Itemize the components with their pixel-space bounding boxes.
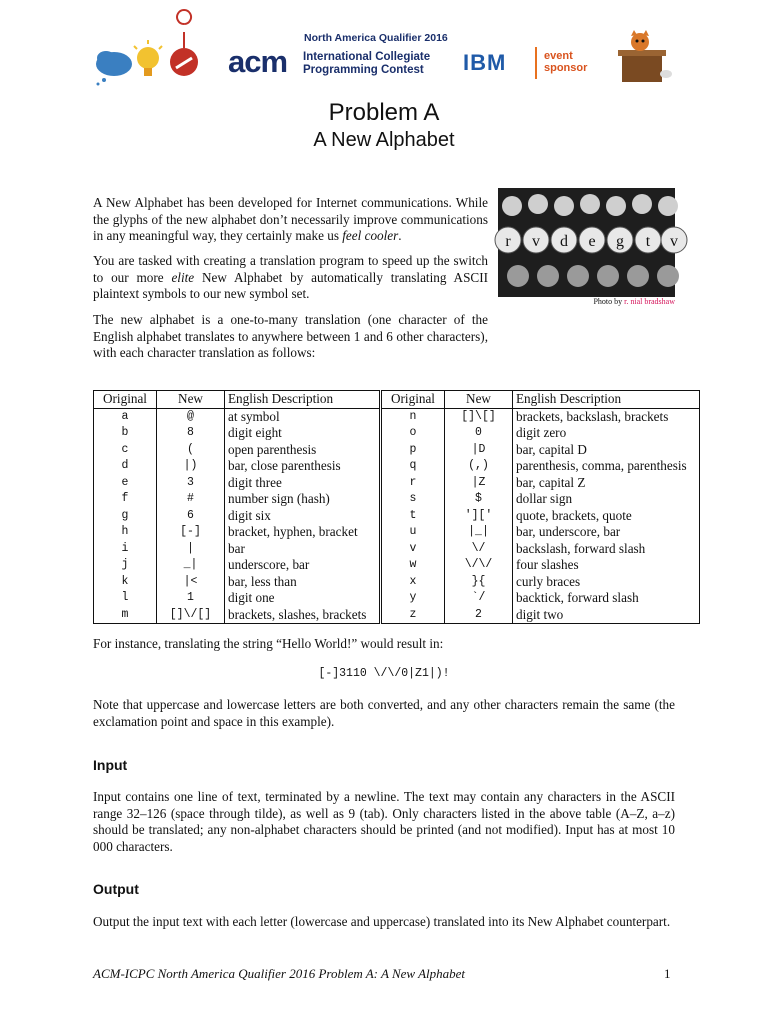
event-sponsor-label xyxy=(544,50,587,74)
cell-description: digit eight xyxy=(228,425,282,440)
table-row xyxy=(94,590,700,607)
cell-original-2: n xyxy=(381,408,445,425)
cell-description: digit six xyxy=(228,507,271,523)
table-row xyxy=(94,425,700,442)
photo-credit-link[interactable]: r. nial bradshaw xyxy=(624,297,675,306)
cell-description-2: digit two xyxy=(516,606,564,622)
cell-new: 1 xyxy=(157,590,225,607)
cell-description: digit three xyxy=(228,474,282,490)
cell-new-2: \/ xyxy=(445,541,513,558)
intro-paragraph-1: A New Alphabet has been developed for Internet communications. While the glyphs of the new alphabet don’t necessarily improve communications in any meaningful way, they certainly make us feel cooler. xyxy=(93,195,488,243)
page-number: 1 xyxy=(664,966,671,981)
cell-new: ( xyxy=(157,442,225,459)
output-paragraph: Output the input text with each letter (lowercase and uppercase) translated into its New Alphabet counterpart. xyxy=(93,914,671,929)
table-row xyxy=(94,524,700,541)
cell-original-2: q xyxy=(381,458,445,475)
problem-subtitle: A New Alphabet xyxy=(313,129,455,151)
cell-original: c xyxy=(94,442,157,459)
cell-original-2: p xyxy=(381,442,445,459)
qualifier-label: North America Qualifier 2016 xyxy=(304,32,448,44)
note-paragraph: Note that uppercase and lowercase letters are both converted, and any other characters remain the same (the exclamation point and space in this example). xyxy=(93,697,675,729)
cell-new: _| xyxy=(157,557,225,574)
table-header-row xyxy=(94,391,700,409)
cell-new: |) xyxy=(157,458,225,475)
cell-original: l xyxy=(94,590,157,607)
ibm-logo: IBM xyxy=(463,50,507,75)
cell-original-2: s xyxy=(381,491,445,508)
translation-table-body xyxy=(94,408,700,624)
cell-description: underscore, bar xyxy=(228,557,310,572)
table-row xyxy=(94,475,700,492)
cell-new-2: 0 xyxy=(445,425,513,442)
header-original: Original xyxy=(94,391,157,409)
cell-original-2: r xyxy=(381,475,445,492)
cell-new: |< xyxy=(157,574,225,591)
cell-original-2: z xyxy=(381,607,445,624)
cell-description: digit one xyxy=(228,590,275,605)
table-row xyxy=(94,458,700,475)
cell-description-2: dollar sign xyxy=(516,491,573,506)
table-row xyxy=(94,442,700,459)
header-description-2: English Description xyxy=(513,391,700,409)
svg-text:d: d xyxy=(560,233,568,250)
cell-new: 6 xyxy=(157,508,225,525)
cell-new-2: \/\/ xyxy=(445,557,513,574)
cell-new: # xyxy=(157,491,225,508)
cell-description-2: bar, capital Z xyxy=(516,474,586,490)
cell-new: | xyxy=(157,541,225,558)
table-row xyxy=(94,541,700,558)
cell-original: m xyxy=(94,607,157,624)
svg-text:v: v xyxy=(670,233,678,250)
cell-new-2: }{ xyxy=(445,574,513,591)
cell-description-2: bar, capital D xyxy=(516,441,587,457)
cell-description-2: four slashes xyxy=(516,557,579,572)
table-row xyxy=(94,508,700,525)
table-row xyxy=(94,491,700,508)
cell-original-2: x xyxy=(381,574,445,591)
cell-original: j xyxy=(94,557,157,574)
intro-paragraph-2: You are tasked with creating a translation program to speed up the switch to our more elite New Alphabet by automatically translating ASCII plaintext symbols to our new symbol set. xyxy=(93,253,488,301)
table-row xyxy=(94,574,700,591)
cell-new-2: (,) xyxy=(445,458,513,475)
cell-new-2: |D xyxy=(445,442,513,459)
cell-new-2: '][' xyxy=(445,508,513,525)
cell-description-2: bar, underscore, bar xyxy=(516,524,621,539)
sponsor-line1: event xyxy=(544,50,573,62)
cell-original: b xyxy=(94,425,157,442)
cell-original: e xyxy=(94,475,157,492)
cell-original: i xyxy=(94,541,157,558)
cell-description: bar xyxy=(228,540,245,556)
output-heading: Output xyxy=(93,881,139,897)
input-heading: Input xyxy=(93,757,128,773)
translation-table xyxy=(93,390,700,624)
icpc-line2: Programming Contest xyxy=(303,63,424,76)
cell-new: [-] xyxy=(157,524,225,541)
cell-description: brackets, slashes, brackets xyxy=(228,606,367,622)
header-new: New xyxy=(157,391,225,409)
cell-original-2: u xyxy=(381,524,445,541)
cell-original-2: v xyxy=(381,541,445,558)
cell-description-2: backtick, forward slash xyxy=(516,590,639,605)
cell-description: at symbol xyxy=(228,408,280,424)
cell-description: bar, less than xyxy=(228,573,297,589)
icpc-line1: International Collegiate xyxy=(303,51,431,63)
instance-paragraph: For instance, translating the string “Hello World!” would result in: xyxy=(93,636,444,651)
cell-original: d xyxy=(94,458,157,475)
cell-original: f xyxy=(94,491,157,508)
input-paragraph: Input contains one line of text, terminated by a newline. The text may contain any characters in the ASCII range 32–126 (space through tilde), as well as 9 (tab). Only characters listed in the above table (A–Z, a–z) should be translated; any non-alphabet characters should be printed (and not modified). Input has at most 10 000 characters. xyxy=(93,789,675,854)
icpc-name xyxy=(303,51,430,76)
cell-new: 3 xyxy=(157,475,225,492)
cell-new-2: `/ xyxy=(445,590,513,607)
cell-description-2: quote, brackets, quote xyxy=(516,507,632,523)
typewriter-keys-photo xyxy=(498,188,678,297)
cell-new-2: |Z xyxy=(445,475,513,492)
cell-new: []\/[] xyxy=(157,607,225,624)
problem-title: Problem A xyxy=(328,99,440,126)
page-footer: ACM-ICPC North America Qualifier 2016 Problem A: A New Alphabet xyxy=(93,966,466,981)
cell-description-2: backslash, forward slash xyxy=(516,540,646,556)
header-original-2: Original xyxy=(381,391,445,409)
cell-description: bar, close parenthesis xyxy=(228,458,341,473)
sponsor-divider xyxy=(535,47,537,79)
cell-description: number sign (hash) xyxy=(228,491,330,506)
svg-text:v: v xyxy=(532,233,540,250)
cell-original-2: w xyxy=(381,557,445,574)
photo-caption: Photo by r. nial bradshaw xyxy=(593,297,675,306)
svg-text:e: e xyxy=(588,233,596,250)
table-row xyxy=(94,408,700,425)
cell-original-2: o xyxy=(381,425,445,442)
cell-description: bracket, hyphen, bracket xyxy=(228,524,358,539)
cell-description-2: curly braces xyxy=(516,573,581,589)
contest-logo-icon xyxy=(92,18,204,90)
cell-description: open parenthesis xyxy=(228,441,317,457)
example-output: [-]3110 \/\/0|Z1|)! xyxy=(318,667,450,680)
cell-new-2: |_| xyxy=(445,524,513,541)
cell-new-2: $ xyxy=(445,491,513,508)
cell-original: k xyxy=(94,574,157,591)
cell-description-2: parenthesis, comma, parenthesis xyxy=(516,458,687,473)
intro-paragraph-3: The new alphabet is a one-to-many translation (one character of the English alphabet translates to anywhere between 1 and 6 other characters), with each character translation as follows: xyxy=(93,312,488,360)
cell-original: g xyxy=(94,508,157,525)
cell-original: h xyxy=(94,524,157,541)
cell-new-2: []\[] xyxy=(445,408,513,425)
table-row xyxy=(94,557,700,574)
cell-original-2: t xyxy=(381,508,445,525)
cell-new-2: 2 xyxy=(445,607,513,624)
cell-original: a xyxy=(94,408,157,425)
header-new-2: New xyxy=(445,391,513,409)
svg-text:t: t xyxy=(645,233,651,250)
cell-new: @ xyxy=(157,408,225,425)
cell-original-2: y xyxy=(381,590,445,607)
header-description: English Description xyxy=(225,391,381,409)
cell-new: 8 xyxy=(157,425,225,442)
mascot-podium-icon xyxy=(616,30,674,82)
acm-logo-text: acm xyxy=(228,44,288,79)
cell-description-2: brackets, backslash, brackets xyxy=(516,408,669,424)
table-row xyxy=(94,607,700,624)
sponsor-line2: sponsor xyxy=(544,62,588,74)
svg-text:r: r xyxy=(505,233,511,250)
svg-text:g: g xyxy=(616,233,624,250)
cell-description-2: digit zero xyxy=(516,425,567,440)
